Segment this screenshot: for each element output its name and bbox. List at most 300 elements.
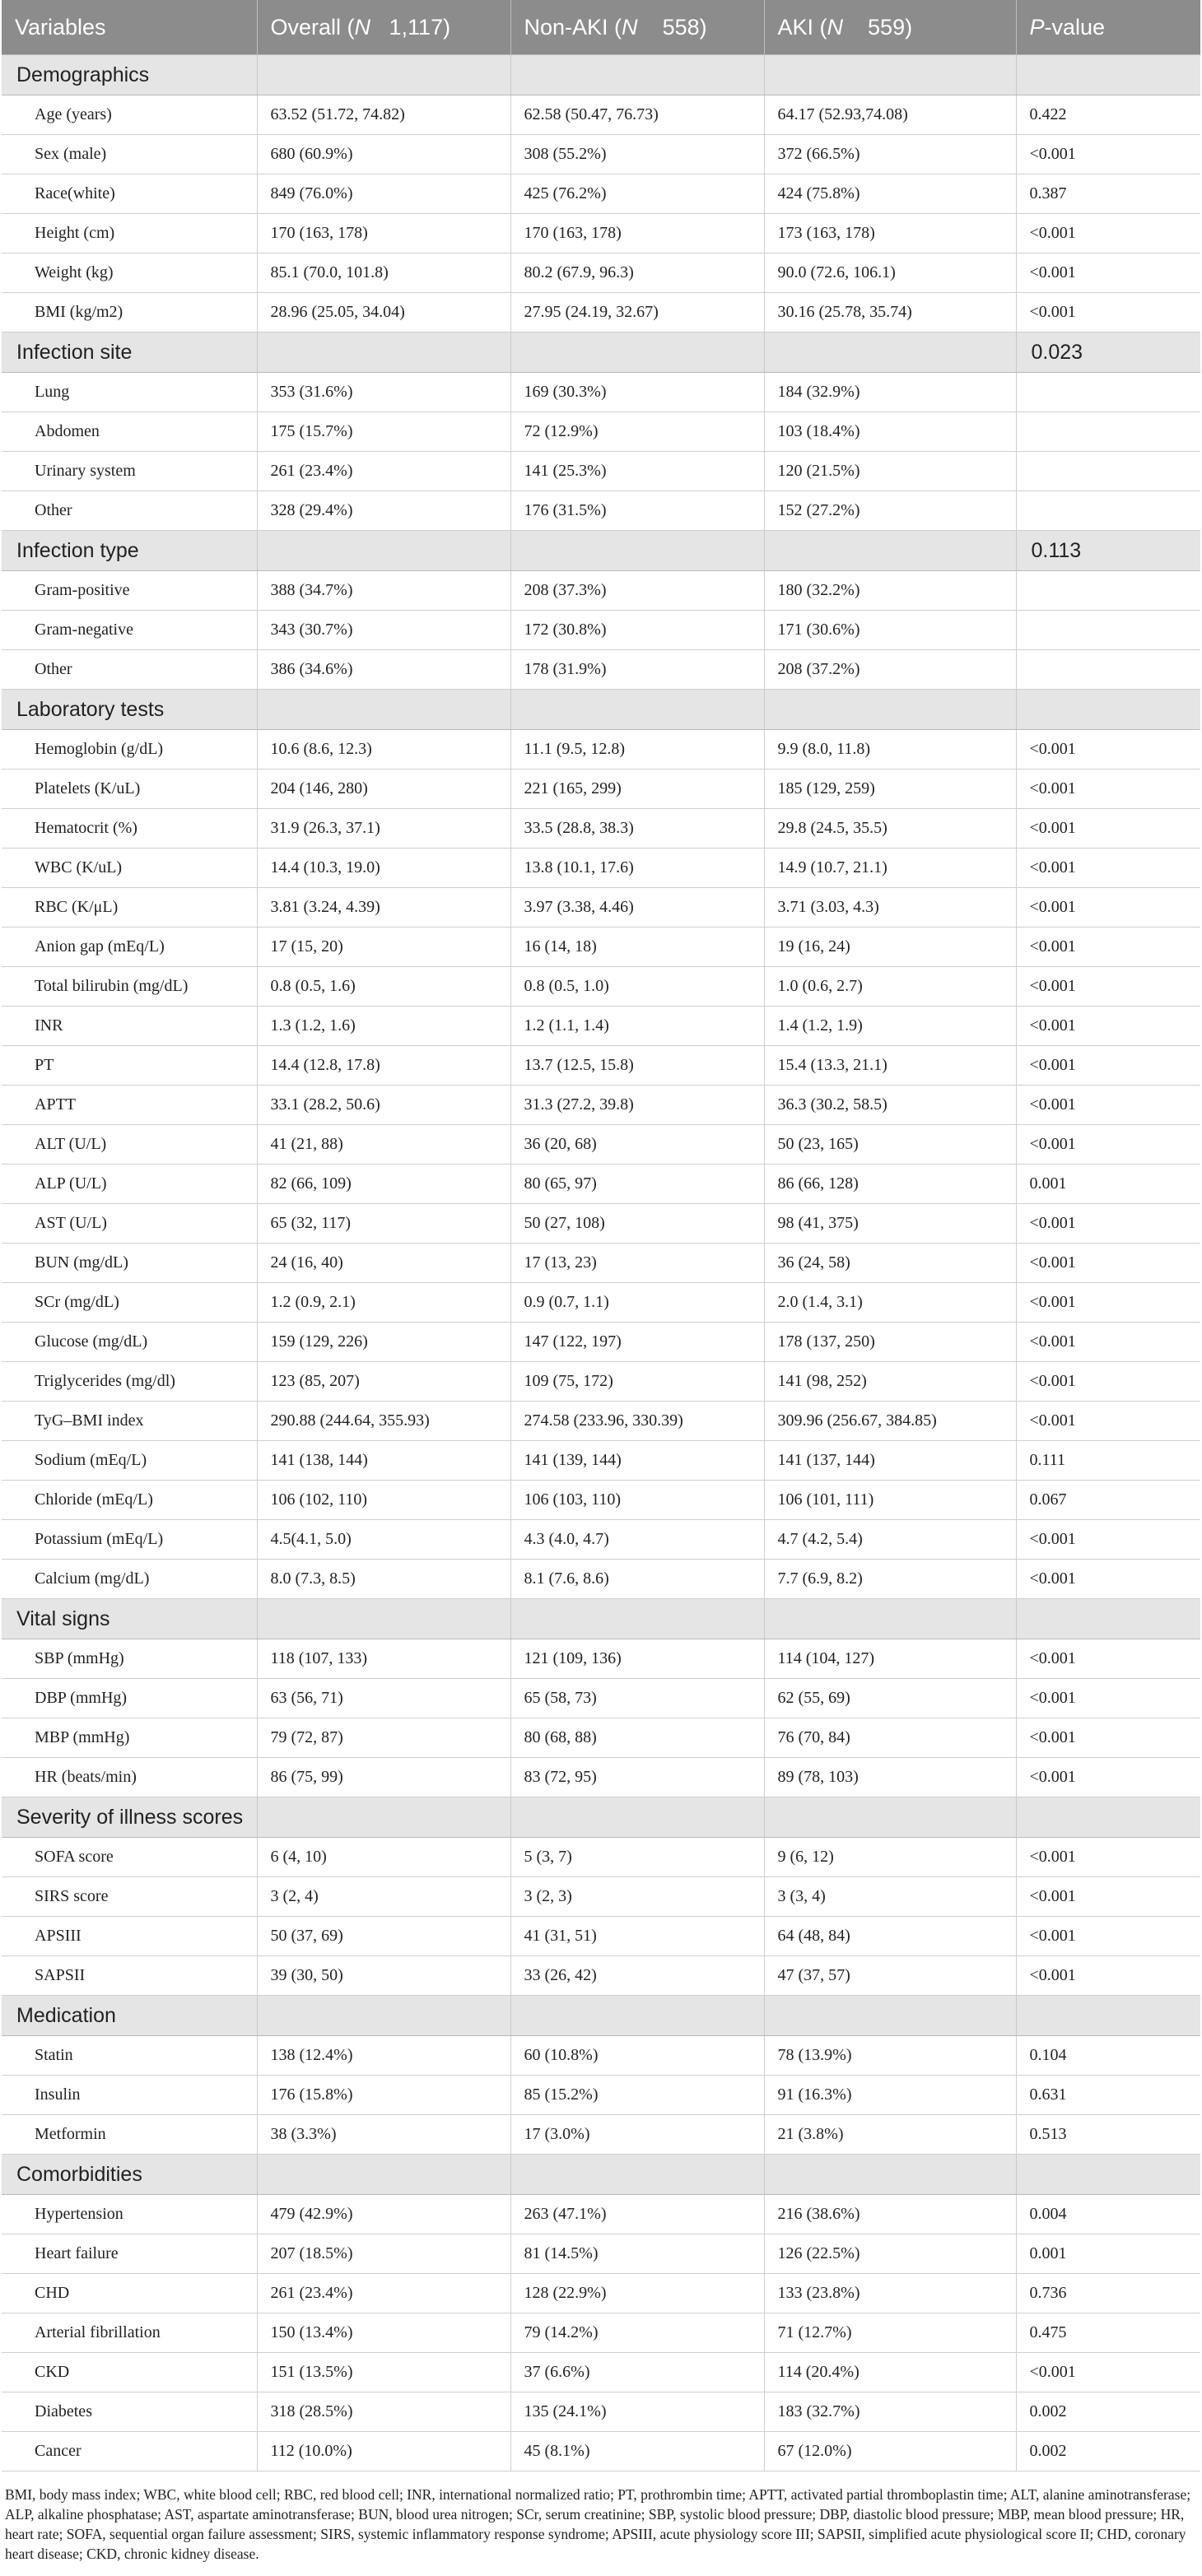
- p-value-cell: [1016, 571, 1200, 611]
- variable-cell: PT: [2, 1046, 257, 1086]
- overall-cell: 479 (42.9%): [257, 2195, 510, 2234]
- section-header-row: [2, 1996, 1200, 2036]
- non-aki-cell: 13.8 (10.1, 17.6): [510, 849, 764, 888]
- table-row: [2, 2076, 1200, 2115]
- non-aki-cell: 141 (139, 144): [510, 1441, 764, 1481]
- aki-cell: 216 (38.6%): [764, 2195, 1016, 2234]
- p-value-cell: [1016, 452, 1200, 491]
- table-row: [2, 412, 1200, 452]
- table-row: [2, 928, 1200, 967]
- table-row: [2, 1758, 1200, 1797]
- p-value-cell: 0.001: [1016, 1165, 1200, 1204]
- aki-cell: 19 (16, 24): [764, 928, 1016, 967]
- overall-cell: 3.81 (3.24, 4.39): [257, 888, 510, 928]
- overall-cell: 39 (30, 50): [257, 1956, 510, 1996]
- p-value-cell: <0.001: [1016, 1323, 1200, 1362]
- section-header-row: [2, 531, 1200, 571]
- section-header-row: [2, 55, 1200, 95]
- overall-cell: 50 (37, 69): [257, 1917, 510, 1956]
- p-value-cell: 0.387: [1016, 174, 1200, 214]
- p-value-cell: [1016, 412, 1200, 452]
- overall-cell: 141 (138, 144): [257, 1441, 510, 1481]
- section-p-value: [1016, 55, 1200, 95]
- aki-cell: 141 (98, 252): [764, 1362, 1016, 1402]
- table-row: [2, 1718, 1200, 1758]
- p-value-cell: [1016, 611, 1200, 650]
- aki-cell: 90.0 (72.6, 106.1): [764, 253, 1016, 293]
- non-aki-cell: 3.97 (3.38, 4.46): [510, 888, 764, 928]
- variable-cell: Gram-negative: [2, 611, 257, 650]
- section-empty-cell: [764, 690, 1016, 730]
- header-aki: AKI (N 559): [764, 0, 1016, 55]
- overall-cell: 849 (76.0%): [257, 174, 510, 214]
- non-aki-cell: 106 (103, 110): [510, 1481, 764, 1520]
- table-row: [2, 1956, 1200, 1996]
- overall-cell: 17 (15, 20): [257, 928, 510, 967]
- variable-cell: Hemoglobin (g/dL): [2, 730, 257, 770]
- table-row: [2, 2195, 1200, 2234]
- section-title: Laboratory tests: [2, 690, 257, 730]
- table-row: [2, 1679, 1200, 1718]
- header-overall: Overall (N 1,117): [257, 0, 510, 55]
- overall-cell: 151 (13.5%): [257, 2353, 510, 2392]
- aki-cell: 141 (137, 144): [764, 1441, 1016, 1481]
- non-aki-cell: 147 (122, 197): [510, 1323, 764, 1362]
- non-aki-cell: 80 (68, 88): [510, 1718, 764, 1758]
- table-row: [2, 770, 1200, 809]
- non-aki-cell: 36 (20, 68): [510, 1125, 764, 1165]
- aki-cell: 185 (129, 259): [764, 770, 1016, 809]
- p-value-cell: <0.001: [1016, 888, 1200, 928]
- overall-cell: 63 (56, 71): [257, 1679, 510, 1718]
- overall-cell: 388 (34.7%): [257, 571, 510, 611]
- variable-cell: Chloride (mEq/L): [2, 1481, 257, 1520]
- p-value-cell: <0.001: [1016, 293, 1200, 332]
- aki-cell: 21 (3.8%): [764, 2115, 1016, 2155]
- p-value-cell: <0.001: [1016, 1362, 1200, 1402]
- non-aki-cell: 263 (47.1%): [510, 2195, 764, 2234]
- p-value-cell: <0.001: [1016, 1758, 1200, 1797]
- p-value-cell: 0.736: [1016, 2274, 1200, 2313]
- aki-cell: 64 (48, 84): [764, 1917, 1016, 1956]
- variable-cell: Cancer: [2, 2432, 257, 2471]
- overall-cell: 4.5(4.1, 5.0): [257, 1520, 510, 1560]
- table-row: [2, 1165, 1200, 1204]
- p-value-cell: <0.001: [1016, 1917, 1200, 1956]
- p-value-cell: 0.513: [1016, 2115, 1200, 2155]
- p-value-cell: <0.001: [1016, 849, 1200, 888]
- section-empty-cell: [764, 55, 1016, 95]
- variable-cell: Calcium (mg/dL): [2, 1560, 257, 1599]
- non-aki-cell: 0.8 (0.5, 1.0): [510, 967, 764, 1007]
- section-empty-cell: [510, 690, 764, 730]
- table-footnote: BMI, body mass index; WBC, white blood cell; RBC, red blood cell; INR, international normalized ratio; PT, prothrombin time; APTT, activated partial thromboplastin time; ALT, alanine aminotransferase; ALP, alkaline phosphatase; AST, aspartate aminotransferase; BUN, blood urea nitrogen; SCr, serum creatinine; SBP, systolic blood pressure; DBP, diastolic blood pressure; MBP, mean blood pressure; HR, heart rate; SOFA, sequential organ failure assessment; SIRS, systemic inflammatory response syndrome; APSIII, acute physiology score III; SAPSII, simplified acute physiological score II; CHD, coronary heart disease; CKD, chronic kidney disease.: [5, 2486, 1191, 2562]
- table-row: [2, 1086, 1200, 1125]
- non-aki-cell: 17 (13, 23): [510, 1244, 764, 1283]
- p-value-cell: 0.422: [1016, 95, 1200, 135]
- p-value-cell: <0.001: [1016, 135, 1200, 174]
- aki-cell: 171 (30.6%): [764, 611, 1016, 650]
- p-value-cell: <0.001: [1016, 928, 1200, 967]
- table-row: [2, 253, 1200, 293]
- non-aki-cell: 0.9 (0.7, 1.1): [510, 1283, 764, 1323]
- p-value-cell: <0.001: [1016, 1639, 1200, 1679]
- overall-cell: 41 (21, 88): [257, 1125, 510, 1165]
- table-row: [2, 650, 1200, 690]
- overall-cell: 138 (12.4%): [257, 2036, 510, 2076]
- non-aki-cell: 425 (76.2%): [510, 174, 764, 214]
- variable-cell: SOFA score: [2, 1838, 257, 1877]
- p-value-cell: <0.001: [1016, 1283, 1200, 1323]
- non-aki-cell: 85 (15.2%): [510, 2076, 764, 2115]
- section-empty-cell: [510, 2155, 764, 2195]
- non-aki-cell: 1.2 (1.1, 1.4): [510, 1007, 764, 1046]
- header-non-aki: Non-AKI (N 558): [510, 0, 764, 55]
- p-value-cell: <0.001: [1016, 1718, 1200, 1758]
- overall-cell: 63.52 (51.72, 74.82): [257, 95, 510, 135]
- aki-cell: 36 (24, 58): [764, 1244, 1016, 1283]
- table-row: [2, 1283, 1200, 1323]
- variable-cell: Height (cm): [2, 214, 257, 253]
- section-empty-cell: [510, 332, 764, 373]
- table-header-row: [2, 0, 1200, 55]
- p-value-cell: <0.001: [1016, 967, 1200, 1007]
- aki-cell: 3 (3, 4): [764, 1877, 1016, 1917]
- overall-cell: 261 (23.4%): [257, 452, 510, 491]
- p-value-cell: <0.001: [1016, 1125, 1200, 1165]
- variable-cell: HR (beats/min): [2, 1758, 257, 1797]
- section-empty-cell: [764, 2155, 1016, 2195]
- overall-cell: 123 (85, 207): [257, 1362, 510, 1402]
- table-row: [2, 95, 1200, 135]
- variable-cell: Other: [2, 491, 257, 531]
- non-aki-cell: 109 (75, 172): [510, 1362, 764, 1402]
- table-row: [2, 2392, 1200, 2432]
- variable-cell: Gram-positive: [2, 571, 257, 611]
- overall-cell: 175 (15.7%): [257, 412, 510, 452]
- aki-cell: 50 (23, 165): [764, 1125, 1016, 1165]
- table-row: [2, 2274, 1200, 2313]
- section-header-row: [2, 1599, 1200, 1639]
- variable-cell: Metformin: [2, 2115, 257, 2155]
- non-aki-cell: 37 (6.6%): [510, 2353, 764, 2392]
- variable-cell: Sodium (mEq/L): [2, 1441, 257, 1481]
- p-value-cell: <0.001: [1016, 1956, 1200, 1996]
- aki-cell: 30.16 (25.78, 35.74): [764, 293, 1016, 332]
- aki-cell: 424 (75.8%): [764, 174, 1016, 214]
- p-value-cell: <0.001: [1016, 1560, 1200, 1599]
- variable-cell: RBC (K/μL): [2, 888, 257, 928]
- table-row: [2, 2353, 1200, 2392]
- variable-cell: Weight (kg): [2, 253, 257, 293]
- aki-cell: 15.4 (13.3, 21.1): [764, 1046, 1016, 1086]
- non-aki-cell: 208 (37.3%): [510, 571, 764, 611]
- section-empty-cell: [510, 531, 764, 571]
- section-p-value: [1016, 690, 1200, 730]
- p-value-cell: 0.067: [1016, 1481, 1200, 1520]
- non-aki-cell: 41 (31, 51): [510, 1917, 764, 1956]
- baseline-characteristics-table: [2, 0, 1200, 2471]
- section-empty-cell: [510, 1797, 764, 1838]
- overall-cell: 33.1 (28.2, 50.6): [257, 1086, 510, 1125]
- aki-cell: 114 (104, 127): [764, 1639, 1016, 1679]
- table-row: [2, 611, 1200, 650]
- variable-cell: MBP (mmHg): [2, 1718, 257, 1758]
- overall-cell: 207 (18.5%): [257, 2234, 510, 2274]
- aki-cell: 178 (137, 250): [764, 1323, 1016, 1362]
- variable-cell: AST (U/L): [2, 1204, 257, 1244]
- overall-cell: 318 (28.5%): [257, 2392, 510, 2432]
- variable-cell: APTT: [2, 1086, 257, 1125]
- section-empty-cell: [257, 55, 510, 95]
- section-p-value: [1016, 1599, 1200, 1639]
- non-aki-cell: 31.3 (27.2, 39.8): [510, 1086, 764, 1125]
- non-aki-cell: 8.1 (7.6, 8.6): [510, 1560, 764, 1599]
- header-variables: Variables: [2, 0, 257, 55]
- non-aki-cell: 16 (14, 18): [510, 928, 764, 967]
- non-aki-cell: 121 (109, 136): [510, 1639, 764, 1679]
- p-value-cell: <0.001: [1016, 1007, 1200, 1046]
- variable-cell: Total bilirubin (mg/dL): [2, 967, 257, 1007]
- variable-cell: Lung: [2, 373, 257, 412]
- aki-cell: 208 (37.2%): [764, 650, 1016, 690]
- non-aki-cell: 27.95 (24.19, 32.67): [510, 293, 764, 332]
- section-title: Infection site: [2, 332, 257, 373]
- non-aki-cell: 62.58 (50.47, 76.73): [510, 95, 764, 135]
- p-value-cell: 0.002: [1016, 2392, 1200, 2432]
- baseline-characteristics-table-container: [2, 0, 1200, 2471]
- table-row: [2, 1323, 1200, 1362]
- aki-cell: 36.3 (30.2, 58.5): [764, 1086, 1016, 1125]
- aki-cell: 103 (18.4%): [764, 412, 1016, 452]
- aki-cell: 184 (32.9%): [764, 373, 1016, 412]
- overall-cell: 261 (23.4%): [257, 2274, 510, 2313]
- overall-cell: 118 (107, 133): [257, 1639, 510, 1679]
- aki-cell: 152 (27.2%): [764, 491, 1016, 531]
- table-row: [2, 452, 1200, 491]
- variable-cell: Triglycerides (mg/dl): [2, 1362, 257, 1402]
- section-p-value: [1016, 1996, 1200, 2036]
- non-aki-cell: 170 (163, 178): [510, 214, 764, 253]
- table-row: [2, 1639, 1200, 1679]
- section-header-row: [2, 690, 1200, 730]
- table-row: [2, 373, 1200, 412]
- table-row: [2, 1838, 1200, 1877]
- overall-cell: 14.4 (10.3, 19.0): [257, 849, 510, 888]
- table-row: [2, 491, 1200, 531]
- variable-cell: INR: [2, 1007, 257, 1046]
- p-value-cell: <0.001: [1016, 253, 1200, 293]
- aki-cell: 120 (21.5%): [764, 452, 1016, 491]
- section-empty-cell: [257, 332, 510, 373]
- p-value-cell: <0.001: [1016, 1086, 1200, 1125]
- non-aki-cell: 33 (26, 42): [510, 1956, 764, 1996]
- aki-cell: 64.17 (52.93,74.08): [764, 95, 1016, 135]
- variable-cell: Hypertension: [2, 2195, 257, 2234]
- non-aki-cell: 50 (27, 108): [510, 1204, 764, 1244]
- non-aki-cell: 308 (55.2%): [510, 135, 764, 174]
- table-row: [2, 1441, 1200, 1481]
- overall-cell: 28.96 (25.05, 34.04): [257, 293, 510, 332]
- table-row: [2, 2432, 1200, 2471]
- aki-cell: 76 (70, 84): [764, 1718, 1016, 1758]
- section-title: Vital signs: [2, 1599, 257, 1639]
- overall-cell: 106 (102, 110): [257, 1481, 510, 1520]
- non-aki-cell: 178 (31.9%): [510, 650, 764, 690]
- aki-cell: 9.9 (8.0, 11.8): [764, 730, 1016, 770]
- p-value-cell: <0.001: [1016, 770, 1200, 809]
- section-header-row: [2, 332, 1200, 373]
- variable-cell: Race(white): [2, 174, 257, 214]
- aki-cell: 47 (37, 57): [764, 1956, 1016, 1996]
- table-row: [2, 2234, 1200, 2274]
- aki-cell: 372 (66.5%): [764, 135, 1016, 174]
- section-empty-cell: [257, 531, 510, 571]
- overall-cell: 8.0 (7.3, 8.5): [257, 1560, 510, 1599]
- non-aki-cell: 72 (12.9%): [510, 412, 764, 452]
- non-aki-cell: 60 (10.8%): [510, 2036, 764, 2076]
- aki-cell: 71 (12.7%): [764, 2313, 1016, 2353]
- p-value-cell: 0.475: [1016, 2313, 1200, 2353]
- variable-cell: Arterial fibrillation: [2, 2313, 257, 2353]
- non-aki-cell: 135 (24.1%): [510, 2392, 764, 2432]
- section-empty-cell: [764, 332, 1016, 373]
- overall-cell: 328 (29.4%): [257, 491, 510, 531]
- overall-cell: 1.3 (1.2, 1.6): [257, 1007, 510, 1046]
- variable-cell: SBP (mmHg): [2, 1639, 257, 1679]
- table-row: [2, 1560, 1200, 1599]
- non-aki-cell: 80.2 (67.9, 96.3): [510, 253, 764, 293]
- variable-cell: Age (years): [2, 95, 257, 135]
- aki-cell: 183 (32.7%): [764, 2392, 1016, 2432]
- section-header-row: [2, 1797, 1200, 1838]
- non-aki-cell: 169 (30.3%): [510, 373, 764, 412]
- overall-cell: 65 (32, 117): [257, 1204, 510, 1244]
- table-row: [2, 1402, 1200, 1441]
- non-aki-cell: 13.7 (12.5, 15.8): [510, 1046, 764, 1086]
- non-aki-cell: 11.1 (9.5, 12.8): [510, 730, 764, 770]
- aki-cell: 91 (16.3%): [764, 2076, 1016, 2115]
- overall-cell: 3 (2, 4): [257, 1877, 510, 1917]
- overall-cell: 204 (146, 280): [257, 770, 510, 809]
- non-aki-cell: 128 (22.9%): [510, 2274, 764, 2313]
- aki-cell: 1.0 (0.6, 2.7): [764, 967, 1016, 1007]
- variable-cell: CKD: [2, 2353, 257, 2392]
- non-aki-cell: 33.5 (28.8, 38.3): [510, 809, 764, 849]
- variable-cell: SIRS score: [2, 1877, 257, 1917]
- table-row: [2, 1046, 1200, 1086]
- p-value-cell: <0.001: [1016, 1244, 1200, 1283]
- variable-cell: Platelets (K/uL): [2, 770, 257, 809]
- overall-cell: 85.1 (70.0, 101.8): [257, 253, 510, 293]
- overall-cell: 176 (15.8%): [257, 2076, 510, 2115]
- variable-cell: Hematocrit (%): [2, 809, 257, 849]
- variable-cell: Heart failure: [2, 2234, 257, 2274]
- aki-cell: 1.4 (1.2, 1.9): [764, 1007, 1016, 1046]
- overall-cell: 0.8 (0.5, 1.6): [257, 967, 510, 1007]
- section-title: Infection type: [2, 531, 257, 571]
- variable-cell: CHD: [2, 2274, 257, 2313]
- variable-cell: Glucose (mg/dL): [2, 1323, 257, 1362]
- variable-cell: Statin: [2, 2036, 257, 2076]
- aki-cell: 9 (6, 12): [764, 1838, 1016, 1877]
- aki-cell: 126 (22.5%): [764, 2234, 1016, 2274]
- overall-cell: 343 (30.7%): [257, 611, 510, 650]
- p-value-cell: 0.111: [1016, 1441, 1200, 1481]
- table-row: [2, 2036, 1200, 2076]
- variable-cell: Anion gap (mEq/L): [2, 928, 257, 967]
- aki-cell: 98 (41, 375): [764, 1204, 1016, 1244]
- overall-cell: 159 (129, 226): [257, 1323, 510, 1362]
- p-value-cell: <0.001: [1016, 730, 1200, 770]
- variable-cell: Abdomen: [2, 412, 257, 452]
- section-empty-cell: [764, 1996, 1016, 2036]
- section-title: Severity of illness scores: [2, 1797, 257, 1838]
- section-empty-cell: [510, 1996, 764, 2036]
- variable-cell: Insulin: [2, 2076, 257, 2115]
- variable-cell: Urinary system: [2, 452, 257, 491]
- variable-cell: TyG–BMI index: [2, 1402, 257, 1441]
- aki-cell: 78 (13.9%): [764, 2036, 1016, 2076]
- overall-cell: 353 (31.6%): [257, 373, 510, 412]
- table-row: [2, 571, 1200, 611]
- variable-cell: DBP (mmHg): [2, 1679, 257, 1718]
- overall-cell: 290.88 (244.64, 355.93): [257, 1402, 510, 1441]
- variable-cell: Other: [2, 650, 257, 690]
- section-empty-cell: [764, 1599, 1016, 1639]
- non-aki-cell: 80 (65, 97): [510, 1165, 764, 1204]
- section-empty-cell: [257, 690, 510, 730]
- overall-cell: 170 (163, 178): [257, 214, 510, 253]
- aki-cell: 89 (78, 103): [764, 1758, 1016, 1797]
- aki-cell: 2.0 (1.4, 3.1): [764, 1283, 1016, 1323]
- aki-cell: 14.9 (10.7, 21.1): [764, 849, 1016, 888]
- aki-cell: 29.8 (24.5, 35.5): [764, 809, 1016, 849]
- p-value-cell: <0.001: [1016, 1402, 1200, 1441]
- overall-cell: 24 (16, 40): [257, 1244, 510, 1283]
- variable-cell: Diabetes: [2, 2392, 257, 2432]
- p-value-cell: 0.104: [1016, 2036, 1200, 2076]
- section-empty-cell: [764, 1797, 1016, 1838]
- section-empty-cell: [510, 55, 764, 95]
- variable-cell: SAPSII: [2, 1956, 257, 1996]
- p-value-cell: [1016, 373, 1200, 412]
- section-empty-cell: [257, 1797, 510, 1838]
- aki-cell: 106 (101, 111): [764, 1481, 1016, 1520]
- section-p-value: 0.113: [1016, 531, 1200, 571]
- overall-cell: 38 (3.3%): [257, 2115, 510, 2155]
- table-row: [2, 1877, 1200, 1917]
- aki-cell: 86 (66, 128): [764, 1165, 1016, 1204]
- section-title: Comorbidities: [2, 2155, 257, 2195]
- section-empty-cell: [510, 1599, 764, 1639]
- section-p-value: [1016, 1797, 1200, 1838]
- table-row: [2, 174, 1200, 214]
- non-aki-cell: 176 (31.5%): [510, 491, 764, 531]
- non-aki-cell: 83 (72, 95): [510, 1758, 764, 1797]
- non-aki-cell: 79 (14.2%): [510, 2313, 764, 2353]
- non-aki-cell: 274.58 (233.96, 330.39): [510, 1402, 764, 1441]
- aki-cell: 180 (32.2%): [764, 571, 1016, 611]
- p-value-cell: [1016, 650, 1200, 690]
- p-value-cell: 0.004: [1016, 2195, 1200, 2234]
- p-value-cell: [1016, 491, 1200, 531]
- table-row: [2, 967, 1200, 1007]
- variable-cell: ALT (U/L): [2, 1125, 257, 1165]
- aki-cell: 62 (55, 69): [764, 1679, 1016, 1718]
- non-aki-cell: 141 (25.3%): [510, 452, 764, 491]
- section-header-row: [2, 2155, 1200, 2195]
